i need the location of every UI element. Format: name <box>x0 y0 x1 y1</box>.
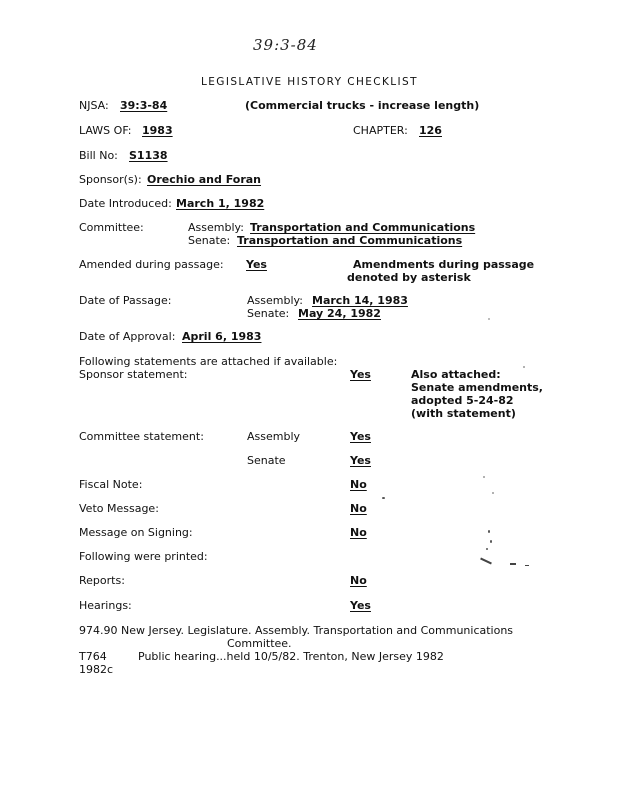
message-on-signing-label: Message on Signing: <box>79 526 193 539</box>
scan-speck <box>486 548 488 550</box>
chapter-value: 126 <box>419 124 442 137</box>
date-of-approval-value: April 6, 1983 <box>182 330 262 343</box>
sponsors-value: Orechio and Foran <box>147 173 262 186</box>
citation-call-number-1: 974.90 <box>79 624 118 637</box>
committee-statement-senate-value: Yes <box>350 454 371 467</box>
page-title: LEGISLATIVE HISTORY CHECKLIST <box>201 76 418 88</box>
scan-speck <box>483 476 485 478</box>
sponsors-label: Sponsor(s): <box>79 173 142 186</box>
hearings-value: Yes <box>350 599 371 612</box>
also-attached-line2: Senate amendments, <box>411 381 543 394</box>
reports-value: No <box>350 574 367 587</box>
citation-call-number-2: T764 <box>79 650 107 663</box>
chapter-label: CHAPTER: <box>353 124 408 137</box>
also-attached-line1: Also attached: <box>411 368 501 381</box>
njsa-value: 39:3-84 <box>120 99 168 112</box>
passage-senate-label: Senate: <box>247 307 290 320</box>
also-attached-line4: (with statement) <box>411 407 516 420</box>
amended-note-line2: denoted by asterisk <box>347 271 471 284</box>
reports-label: Reports: <box>79 574 125 587</box>
veto-message-value: No <box>350 502 367 515</box>
citation-line-1: New Jersey. Legislature. Assembly. Transportation and Communications <box>121 624 514 637</box>
amended-note-line1: Amendments during passage <box>353 258 535 271</box>
date-of-approval-label: Date of Approval: <box>79 330 176 343</box>
committee-assembly-label: Assembly: <box>188 221 244 234</box>
committee-statement-assembly-value: Yes <box>350 430 371 443</box>
passage-senate-value: May 24, 1982 <box>298 307 381 320</box>
citation-line-1b: Committee. <box>227 637 292 650</box>
committee-statement-assembly-label: Assembly <box>247 430 301 443</box>
amended-label: Amended during passage: <box>79 258 224 271</box>
committee-statement-label: Committee statement: <box>79 430 204 443</box>
committee-senate-label: Senate: <box>188 234 231 247</box>
fiscal-note-value: No <box>350 478 367 491</box>
date-of-passage-label: Date of Passage: <box>79 294 172 307</box>
handwritten-number: 39:3-84 <box>253 36 318 54</box>
sponsor-statement-label: Sponsor statement: <box>79 368 188 381</box>
message-on-signing-value: No <box>350 526 367 539</box>
passage-assembly-value: March 14, 1983 <box>312 294 408 307</box>
committee-label: Committee: <box>79 221 144 234</box>
following-printed: Following were printed: <box>79 550 208 563</box>
scan-speck <box>523 366 525 368</box>
committee-assembly-value: Transportation and Communications <box>250 221 476 234</box>
scan-speck <box>382 497 385 499</box>
date-introduced-label: Date Introduced: <box>79 197 172 210</box>
scan-mark <box>510 563 516 565</box>
fiscal-note-label: Fiscal Note: <box>79 478 143 491</box>
sponsor-statement-value: Yes <box>350 368 371 381</box>
njsa-label: NJSA: <box>79 99 109 112</box>
citation-call-number-3: 1982c <box>79 663 114 676</box>
committee-statement-senate-label: Senate <box>247 454 286 467</box>
njsa-description: (Commercial trucks - increase length) <box>245 99 480 112</box>
laws-of-value: 1983 <box>142 124 173 137</box>
committee-senate-value: Transportation and Communications <box>237 234 463 247</box>
amended-value: Yes <box>246 258 267 271</box>
date-introduced-value: March 1, 1982 <box>176 197 265 210</box>
scan-speck <box>492 492 494 494</box>
passage-assembly-label: Assembly: <box>247 294 303 307</box>
hearings-label: Hearings: <box>79 599 132 612</box>
scan-speck <box>488 318 490 320</box>
scan-speck <box>490 540 492 543</box>
veto-message-label: Veto Message: <box>79 502 159 515</box>
bill-no-label: Bill No: <box>79 149 118 162</box>
statements-intro: Following statements are attached if available: <box>79 355 338 368</box>
citation-line-2: Public hearing...held 10/5/82. Trenton, New Jersey 1982 <box>138 650 444 663</box>
scan-mark <box>525 565 529 566</box>
laws-of-label: LAWS OF: <box>79 124 132 137</box>
scan-mark <box>480 558 492 565</box>
bill-no-value: S1138 <box>129 149 168 162</box>
also-attached-line3: adopted 5-24-82 <box>411 394 514 407</box>
scan-speck <box>488 530 490 533</box>
